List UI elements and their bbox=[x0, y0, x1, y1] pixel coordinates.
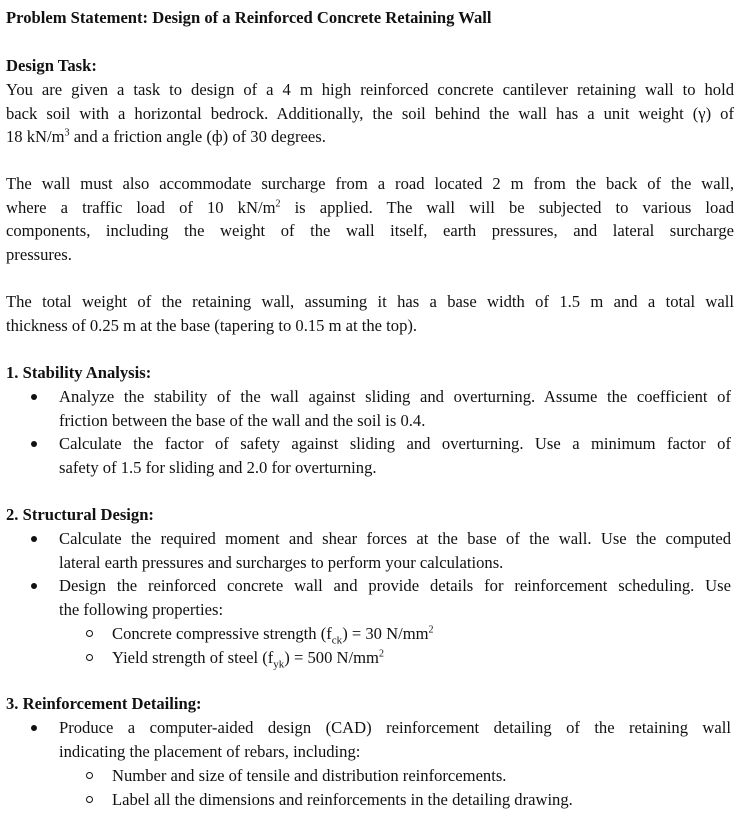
text-line: thickness of 0.25 m at the base (tapering to 0.15 m at the top). bbox=[6, 315, 418, 335]
bullet-icon bbox=[31, 394, 39, 402]
text-line: The total weight of the retaining wall, assuming it has a base width of 1.5 m and a total wall bbox=[6, 292, 734, 311]
sub-list-item: Concrete compressive strength $(f_{ck}) = 30$ $N/mm^2$ bbox=[112, 624, 434, 647]
bullet-icon bbox=[31, 536, 39, 544]
text-line: back soil with a horizontal bedrock. Additionally, the soil behind the wall has a unit weight (γ) of bbox=[6, 103, 734, 123]
circle-bullet-icon bbox=[86, 630, 94, 638]
text-line: pressures. bbox=[6, 244, 72, 264]
bullet-icon bbox=[31, 583, 39, 591]
text-line: The wall must also accommodate surcharge from a road located 2 m from the back of the wall, bbox=[6, 174, 734, 193]
sub-list-item: Yield strength of steel $(f_{yk}) = 500$ $N/mm^2$ bbox=[112, 648, 384, 671]
list-item: Produce a computer-aided design (CAD) reinforcement detailing of the retaining wall indicating the placement of rebars, including: bbox=[59, 718, 731, 761]
page-title: Problem Statement: Design of a Reinforced Concrete Retaining Wall bbox=[6, 8, 492, 27]
detailing-heading: 3. Reinforcement Detailing: bbox=[6, 694, 202, 713]
text-line: where a traffic load of 10 $kN/m^2$ is applied. The wall will be subjected to various load bbox=[6, 197, 735, 217]
design-task-paragraph-3 bbox=[6, 290, 734, 337]
text-line: components, including the weight of the wall itself, earth pressures, and lateral surcharge bbox=[6, 221, 734, 241]
list-item: Design the reinforced concrete wall and provide details for reinforcement scheduling. Use the following properties: bbox=[59, 576, 731, 619]
bullet-icon bbox=[31, 441, 39, 449]
bullet-icon bbox=[31, 725, 39, 733]
list-item: Calculate the required moment and shear forces at the base of the wall. Use the computed lateral earth pressures and surcharges to perform your calculations. bbox=[59, 529, 731, 572]
circle-bullet-icon bbox=[86, 772, 94, 780]
circle-bullet-icon bbox=[86, 654, 94, 662]
sub-list-item: Number and size of tensile and distribution reinforcements. bbox=[112, 766, 507, 785]
stability-heading: 1. Stability Analysis: bbox=[6, 363, 152, 382]
design-task-paragraph-1 bbox=[6, 78, 734, 149]
text-line: 18 $kN/m^3$ and a friction angle (ф) of 30 degrees. bbox=[6, 127, 326, 147]
circle-bullet-icon bbox=[86, 796, 94, 804]
sub-list-item: Label all the dimensions and reinforcements in the detailing drawing. bbox=[112, 790, 573, 809]
text-line: You are given a task to design of a 4 m high reinforced concrete cantilever retaining wall to hold bbox=[6, 80, 734, 99]
structural-heading: 2. Structural Design: bbox=[6, 505, 154, 524]
list-item: Analyze the stability of the wall against sliding and overturning. Assume the coefficient of friction between the base of the wall and the soil is 0.4. bbox=[59, 387, 731, 430]
design-task-paragraph-2 bbox=[6, 172, 734, 266]
design-task-heading: Design Task: bbox=[6, 56, 97, 75]
list-item: Calculate the factor of safety against sliding and overturning. Use a minimum factor of safety of 1.5 for sliding and 2.0 for overturning. bbox=[59, 434, 731, 477]
